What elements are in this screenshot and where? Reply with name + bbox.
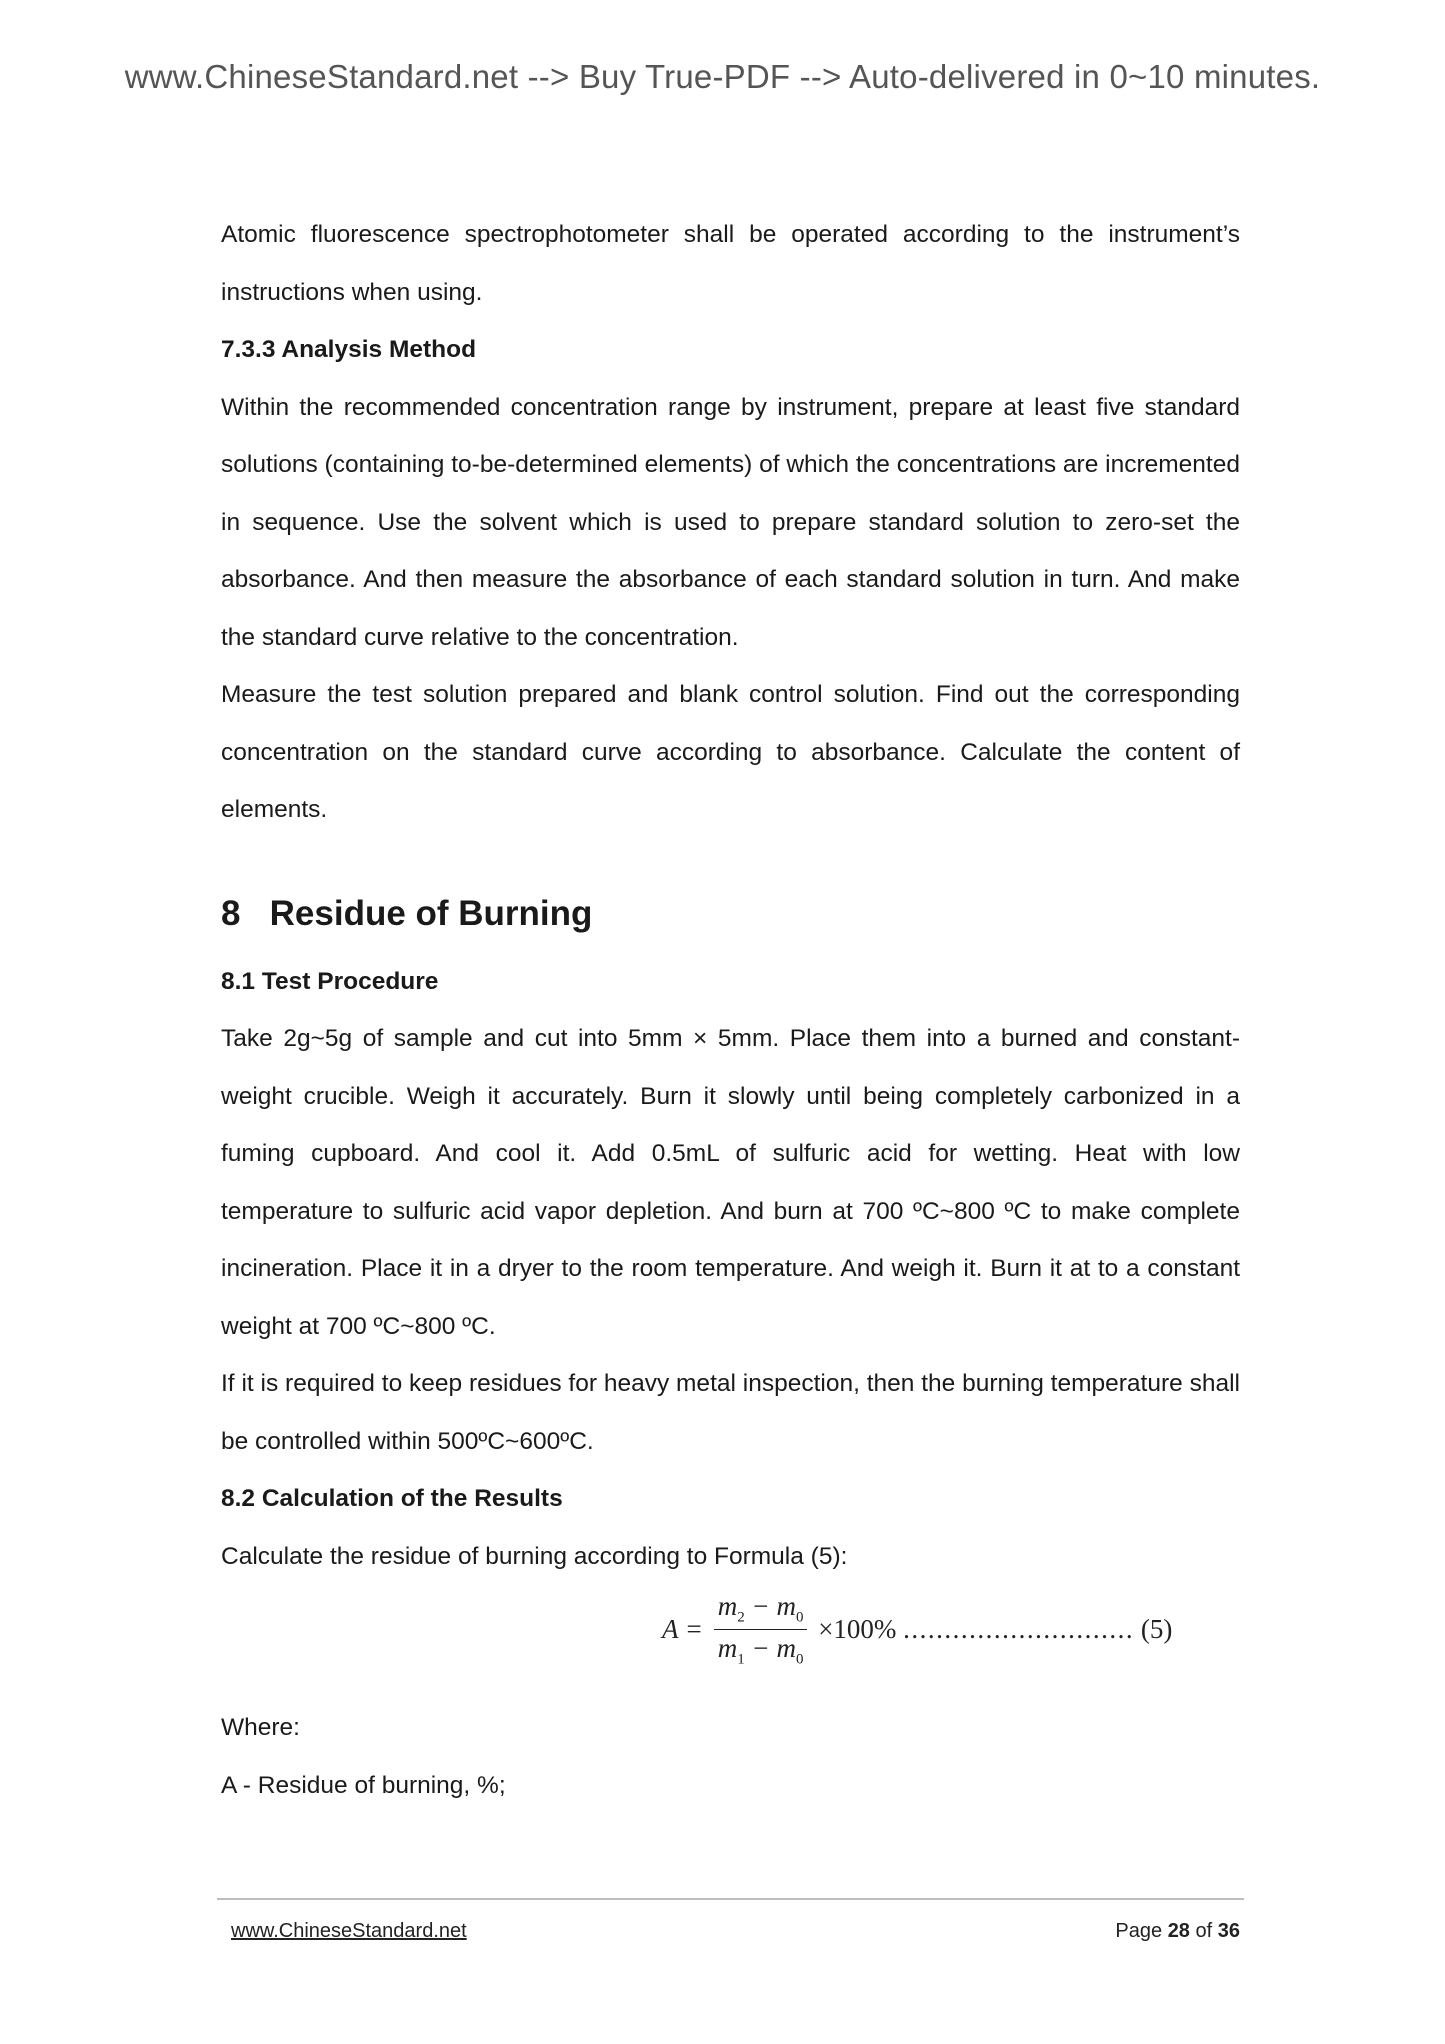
footer-page-number: [1115, 1920, 1240, 1943]
footer-divider: [217, 1898, 1244, 1900]
heading-8-2: 8.2 Calculation of the Results: [221, 1485, 563, 1512]
formula-numerator: $m_2 - m_0$: [714, 1591, 808, 1630]
paragraph-8-1-a: Take 2g~5g of sample and cut into 5mm × 5mm. Place them into a burned and constant-weight crucible. Weigh it accurately. Burn it slowly until being completely carbonized in a fuming cupboard. And cool it. Add 0.5mL of sulfuric acid for wetting. Heat with low temperature to sulfuric acid vapor depletion. And burn at 700 ºC~800 ºC to make complete incineration. Place it in a dryer to the room temperature. And weigh it. Burn it at to a constant weight at 700 ºC~800 ºC.: [221, 1025, 1240, 1340]
paragraph-8-1-b: If it is required to keep residues for heavy metal inspection, then the burning temperature shall be controlled within 500ºC~600ºC.: [221, 1370, 1240, 1455]
heading-8-1: 8.1 Test Procedure: [221, 967, 439, 995]
formula-leader-dots: ............................: [903, 1614, 1135, 1645]
formula-denominator: $m_1 - m_0$: [717, 1633, 804, 1668]
footer-site-link[interactable]: www.ChineseStandard.net: [231, 1920, 467, 1942]
heading-7-3-3: 7.3.3 Analysis Method: [221, 336, 477, 363]
definition-a: A - Residue of burning, %;: [221, 1771, 506, 1799]
paragraph-7-3-3-a: Within the recommended concentration range by instrument, prepare at least five standard solutions (containing to-be-determined elements) of which the concentrations are incremented in sequence. Use the solvent which is used to prepare standard solution to zero-set the absorbance. And then measure the absorbance of each standard solution in turn. And make the standard curve relative to the concentration.: [221, 393, 1240, 651]
formula-lhs: A =: [662, 1614, 703, 1645]
formula-number: (5): [1140, 1614, 1173, 1645]
formula-5-row: [221, 1585, 1240, 1699]
page-total: 36: [1217, 1920, 1240, 1942]
formula-rest: [818, 1614, 1172, 1645]
header-banner: www.ChineseStandard.net --> Buy True-PDF --> Auto-delivered in 0~10 minutes.: [124, 58, 1321, 95]
page-current: 28: [1167, 1920, 1190, 1942]
paragraph-7-3-3-b: Measure the test solution prepared and blank control solution. Find out the corresponding concentration on the standard curve according to absorbance. Calculate the content of elements.: [221, 681, 1240, 823]
heading-8: 8 Residue of Burning: [221, 893, 593, 933]
formula-times: ×100%: [818, 1614, 897, 1645]
where-label: Where:: [221, 1714, 300, 1741]
formula-fraction: [714, 1591, 808, 1669]
paragraph-8-2: Calculate the residue of burning according to Formula (5):: [221, 1542, 848, 1570]
page-of: of: [1195, 1920, 1213, 1942]
page-prefix: Page: [1115, 1920, 1163, 1942]
formula-5: [662, 1591, 1172, 1669]
page-body: [221, 206, 1240, 1814]
paragraph-intro: Atomic fluorescence spectrophotometer shall be operated according to the instrument’s instructions when using.: [221, 221, 1240, 306]
